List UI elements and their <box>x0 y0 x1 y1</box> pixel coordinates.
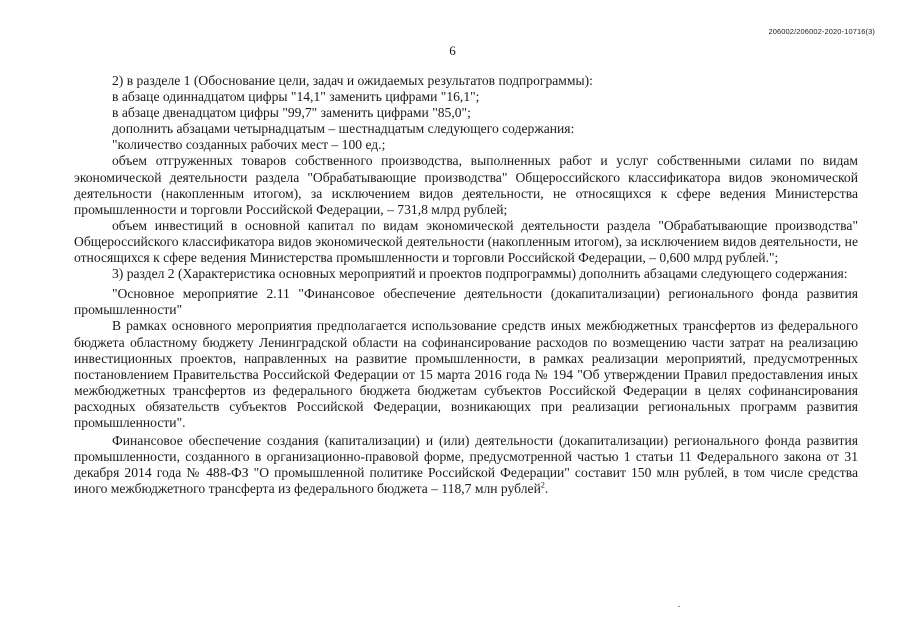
page-number: 6 <box>449 43 456 58</box>
footnote-mark: 2 <box>540 480 545 490</box>
document-code: 206002/206002-2020-10716(3) <box>768 27 875 36</box>
paragraph-jobs-count: "количество созданных рабочих мест – 100 ед.; <box>112 137 386 153</box>
scan-speck <box>678 606 680 607</box>
paragraph-item-12: в абзаце двенадцатом цифры "99,7" заменить цифрами "85,0"; <box>112 105 471 121</box>
paragraph-main-activity: "Основное мероприятие 2.11 "Финансовое обеспечение деятельности (докапитализации) регионального фонда развития промышленности" <box>74 286 858 318</box>
financing-text: Финансовое обеспечение создания (капитализации) и (или) деятельности (докапитализации) регионального фонда развития промышленности, созданного в организационно-правовой форме, предусмотренной частью 1 статьи 11 Федерального закона от 31 декабря 2014 года № 488-ФЗ "О промышленной политике Российской Федерации" составит 150 млн рублей, в том числе средства иного межбюджетного трансферта из федерального бюджета – 118,7 млн рублей <box>74 433 858 497</box>
paragraph-add-items: дополнить абзацами четырнадцатым – шестнадцатым следующего содержания: <box>112 121 575 137</box>
paragraph-activity-description: В рамках основного мероприятия предполагается использование средств иных межбюджетных трансфертов из федерального бюджета областному бюджету Ленинградской области на софинансирование расходов по возмещению части затрат на реализацию инвестиционных проектов, направленных на развитие промышленности, в рамках реализации мероприятий, предусмотренных постановлением Правительства Российской Федерации от 15 марта 2016 года № 194 "Об утверждении Правил предоставления иных межбюджетных трансфертов из федерального бюджета бюджетам субъектов Российской Федерации в целях софинансирования расходных обязательств субъектов Российской Федерации, возникающих при реализации региональных программ развития промышленности". <box>74 318 858 430</box>
document-body <box>74 73 858 497</box>
paragraph-goods-volume: объем отгруженных товаров собственного производства, выполненных работ и услуг собственными силами по видам экономической деятельности раздела "Обрабатывающие производства" Общероссийского классификатора видов экономической деятельности (накопленным итогом), за исключением видов деятельности, не относящихся к сфере ведения Министерства промышленности и торговли Российской Федерации, – 731,8 млрд рублей; <box>74 153 858 217</box>
paragraph-investments: объем инвестиций в основной капитал по видам экономической деятельности раздела "Обрабатывающие производства" Общероссийского классификатора видов экономической деятельности (накопленным итогом), за исключением видов деятельности, не относящихся к сфере ведения Министерства промышленности и торговли Российской Федерации, – 0,600 млрд рублей."; <box>74 217 858 266</box>
paragraph-item-11: в абзаце одиннадцатом цифры "14,1" заменить цифрами "16,1"; <box>112 89 480 105</box>
paragraph-section-1: 2) в разделе 1 (Обоснование цели, задач и ожидаемых результатов подпрограммы): <box>112 73 593 88</box>
paragraph-section-2: 3) раздел 2 (Характеристика основных мероприятий и проектов подпрограммы) дополнить абзацами следующего содержания: <box>112 266 848 282</box>
paragraph-financing: Финансовое обеспечение создания (капитализации) и (или) деятельности (докапитализации) регионального фонда развития промышленности, созданного в организационно-правовой форме, предусмотренной частью 1 статьи 11 Федерального закона от 31 декабря 2014 года № 488-ФЗ "О промышленной политике Российской Федерации" составит 150 млн рублей, в том числе средства иного межбюджетного трансферта из федерального бюджета – 118,7 млн рублей$^2$. <box>74 433 858 497</box>
